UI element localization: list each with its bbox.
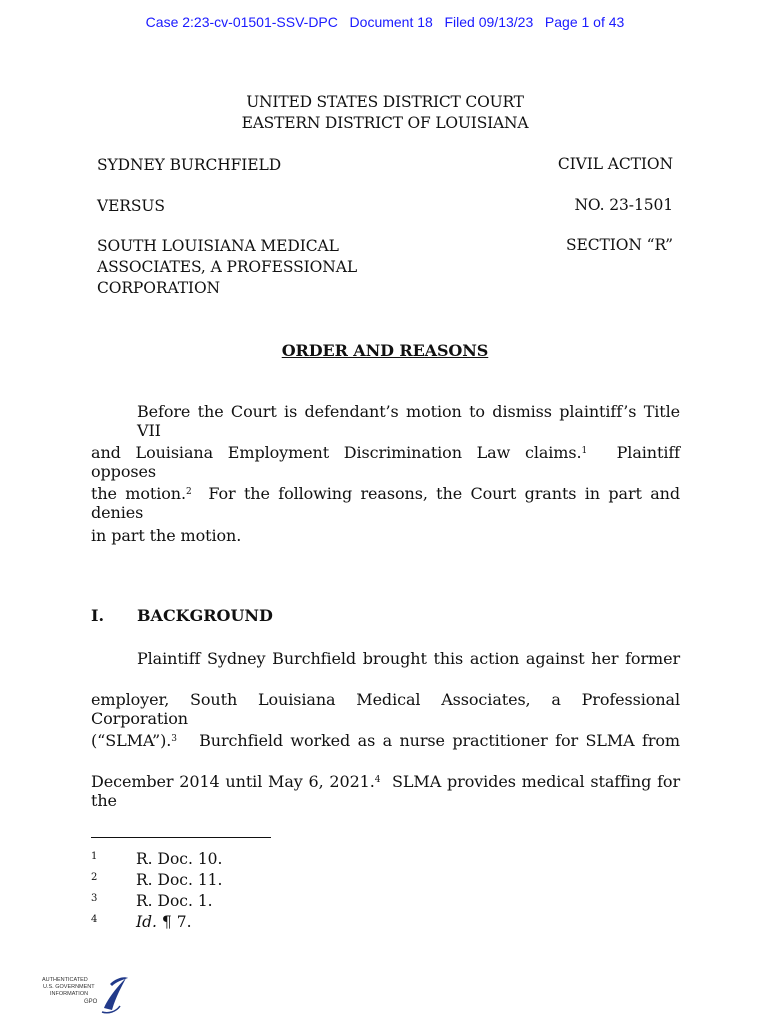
footnote-ref-4[interactable]: 4 [374, 775, 381, 785]
defendant-line-3: CORPORATION [97, 279, 221, 297]
gpo-line-1: AUTHENTICATED [42, 977, 88, 983]
intro-line-4: in part the motion. [91, 526, 242, 545]
gpo-line-2: U.S. GOVERNMENT [43, 984, 95, 990]
background-line-3a: (“SLMA”). [91, 731, 172, 750]
section-numeral: I. [91, 606, 105, 625]
defendant-line-2: ASSOCIATES, A PROFESSIONAL [97, 258, 358, 276]
versus-label: VERSUS [97, 197, 165, 215]
footnote-4-number: 4 [91, 914, 98, 925]
footnote-2-number: 2 [91, 872, 98, 883]
footnote-ref-3[interactable]: 3 [171, 734, 177, 744]
defendant-line-1: SOUTH LOUISIANA MEDICAL [97, 237, 339, 255]
background-line-2-text: employer, South Louisiana Medical Associates, a Professional Corporation [91, 690, 680, 728]
intro-line-1-text: Before the Court is defendant’s motion to dismiss plaintiff’s Title VII [137, 402, 680, 440]
court-name-line-2: EASTERN DISTRICT OF LOUISIANA [241, 114, 529, 132]
background-line-4a: December 2014 until May 6, 2021. [91, 772, 375, 791]
filed-date: Filed 09/13/23 [444, 14, 534, 30]
background-line-4b: SLMA provides medical staffing for the [91, 772, 680, 810]
footnote-ref-2[interactable]: 2 [185, 487, 192, 497]
background-line-1-text: Plaintiff Sydney Burchfield brought this action against her former [137, 649, 680, 668]
intro-line-3 [91, 484, 680, 522]
plaintiff-name: SYDNEY BURCHFIELD [97, 156, 282, 174]
civil-action-label: CIVIL ACTION [557, 155, 673, 173]
document-number: Document 18 [349, 14, 433, 30]
gpo-authenticated-logo [42, 972, 132, 1018]
court-name-line-1: UNITED STATES DISTRICT COURT [246, 93, 524, 111]
intro-line-1 [137, 402, 680, 440]
case-no: NO. 23-1501 [574, 196, 673, 214]
section-heading: BACKGROUND [137, 606, 273, 625]
footnote-3-text: R. Doc. 1. [136, 892, 213, 910]
gpo-line-3: INFORMATION [50, 991, 89, 997]
footnote-3-number: 3 [91, 893, 98, 904]
footnote-separator [91, 837, 271, 838]
intro-line-3a: the motion. [91, 484, 186, 503]
footnote-4-italic: Id. [136, 913, 157, 931]
footnote-4-text [136, 913, 192, 931]
case-number: Case 2:23-cv-01501-SSV-DPC [145, 14, 338, 30]
intro-line-2b: Plaintiff opposes [91, 443, 680, 481]
background-line-1 [137, 649, 680, 668]
page-indicator: Page 1 of 43 [544, 14, 625, 30]
defendant-name [97, 236, 357, 299]
footnote-1-text: R. Doc. 10. [136, 850, 223, 868]
footnote-1-number: 1 [91, 851, 98, 862]
intro-line-3b: For the following reasons, the Court grants in part and denies [91, 484, 680, 522]
background-line-3 [91, 731, 680, 750]
footnote-2-text: R. Doc. 11. [136, 871, 223, 889]
footnote-ref-1[interactable]: 1 [581, 446, 588, 456]
background-line-3b: Burchfield worked as a nurse practitioner for SLMA from [199, 731, 680, 750]
section-label: SECTION “R” [565, 236, 673, 254]
filing-header [0, 14, 770, 30]
order-title: ORDER AND REASONS [281, 341, 489, 360]
gpo-line-4: GPO [84, 999, 98, 1005]
background-line-4 [91, 772, 680, 810]
intro-line-2a: and Louisiana Employment Discrimination Law claims. [91, 443, 582, 462]
eagle-head-icon [110, 977, 128, 986]
intro-line-2 [91, 443, 680, 481]
background-line-2 [91, 690, 680, 728]
footnote-4-rest: ¶ 7. [161, 913, 192, 931]
